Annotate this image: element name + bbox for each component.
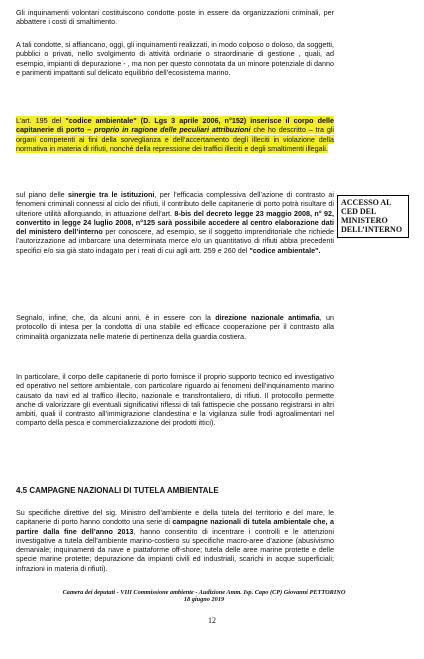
section-heading: 4.5 CAMPAGNE NAZIONALI DI TUTELA AMBIENTALE <box>16 486 219 495</box>
footer-line: Camera dei deputati - VIII Commissione ambiente - Audizione Amm. Isp. Capo (CP) Giovanni PETTORINO <box>62 589 346 596</box>
paragraph-7: Su specifiche direttive del sig. Ministro dell’ambiente e della tutela del territorio e del mare, le capitanerie di porto hanno condotto una serie di campagne nazionali di tutela ambientale che, a partire dalla fine dell’anno 2013, hanno consentito di incentrare i controlli e le attenzioni investigative a tutela dell’ambiente marino-costiero su specifiche macro-aree d’azione (abusivismo demaniale; inquinamenti da nave e piattaforme off-shore; tutela delle aree marine protette e delle specie marine protette; depurazione da impianti civili ed industriali, scarichi in acque superficiali; infrazioni in materia di rifiuti). <box>16 508 334 573</box>
side-note-line: MINISTERO <box>341 216 388 225</box>
paragraph-text: A tali condotte, si affiancano, oggi, gli inquinamenti realizzati, in modo colposo o doloso, da soggetti, pubblici o privati, nello svolgimento di attività ordinarie o straordinarie di gestione , quali, ad esempio, impianti di depurazione - , ma non per questo connotata da un minore potenziale di danno e parimenti impattanti sul delicato equilibrio dell’ecosistema marino. <box>16 40 334 77</box>
page-number: 12 <box>208 616 216 625</box>
paragraph-5: Segnalo, infine, che, da alcuni anni, è in essere con la direzione nazionale antimafia, un protocollo di intesa per la condotta di una stabile ed efficace cooperazione per il contrasto alla criminalità organizzata nelle materie di pertinenza della guardia costiera. <box>16 313 334 341</box>
page-footer <box>14 589 394 604</box>
side-note-box <box>337 195 409 238</box>
paragraph-1 <box>16 8 334 27</box>
paragraph-4: sul piano delle sinergie tra le istituzioni, per l’efficacia complessiva dell’azione di contrasto ai fenomeni criminali connessi al ciclo dei rifiuti, il contributo delle capitanerie di porto potrà risultare di ulteriore utilità allorquando, in attuazione dell’art. 8-bis del decreto legge 23 maggio 2008, n° 92, convertito in legge 24 luglio 2008, n°125 sarà possibile accedere al centro elaborazione dati del ministero dell’interno per conoscere, ad esempio, se il soggetto imprenditoriale che richiede l’autorizzazione ad imbarcare una determinata merce e/o un quantitativo di rifiuti abbia precedenti specifici e/o sia già stato indagato per i reati di cui agli artt. 259 e 260 del "codice ambientale". <box>16 190 334 255</box>
paragraph-3 <box>16 116 334 153</box>
footer-date: 18 giugno 2019 <box>183 596 225 604</box>
paragraph-6 <box>16 372 334 428</box>
paragraph-text: In particolare, il corpo delle capitanerie di porto fornisce il proprio supporto tecnico ed investigativo ed operativo nel settore ambientale, con particolare riguardo ai fenomeni dell’inquinamento marino causato da navi ed al traffico illecito, nazionale e transfrontaliero, di rifiuti. Il protocollo permette anche di valorizzare gli eventuali significativi riflessi di tali fattispecie che possano registrarsi in altri ambiti, quali il contrasto all’immigrazione clandestina e la vigilanza sulle frodi agroalimentari nel comparto della pesca e commercializzazione dei prodotti ittici). <box>16 372 334 428</box>
paragraph-text: Gli inquinamenti volontari costituiscono condotte poste in essere da organizzazioni criminali, per abbattere i costi di smaltimento. <box>16 8 334 27</box>
paragraph-2 <box>16 40 334 77</box>
side-note-line: DELL’INTERNO <box>341 225 403 234</box>
side-note-line: ACCESSO AL <box>341 198 392 207</box>
highlighted-text: L’art. 195 del "codice ambientale" (D. Lgs 3 aprile 2006, n°152) inserisce il corpo delle capitanerie di porto – proprio in ragione delle peculiari attribuzioni che ho descritto – tra gli organi competenti ai fini della sorveglianza e dell’accertamento degli illeciti in violazione della normativa in materia di rifiuti, nonché della repressione dei traffici illeciti e degli smaltimenti illegali. <box>16 116 335 153</box>
side-note-line: CED DEL <box>341 207 377 216</box>
